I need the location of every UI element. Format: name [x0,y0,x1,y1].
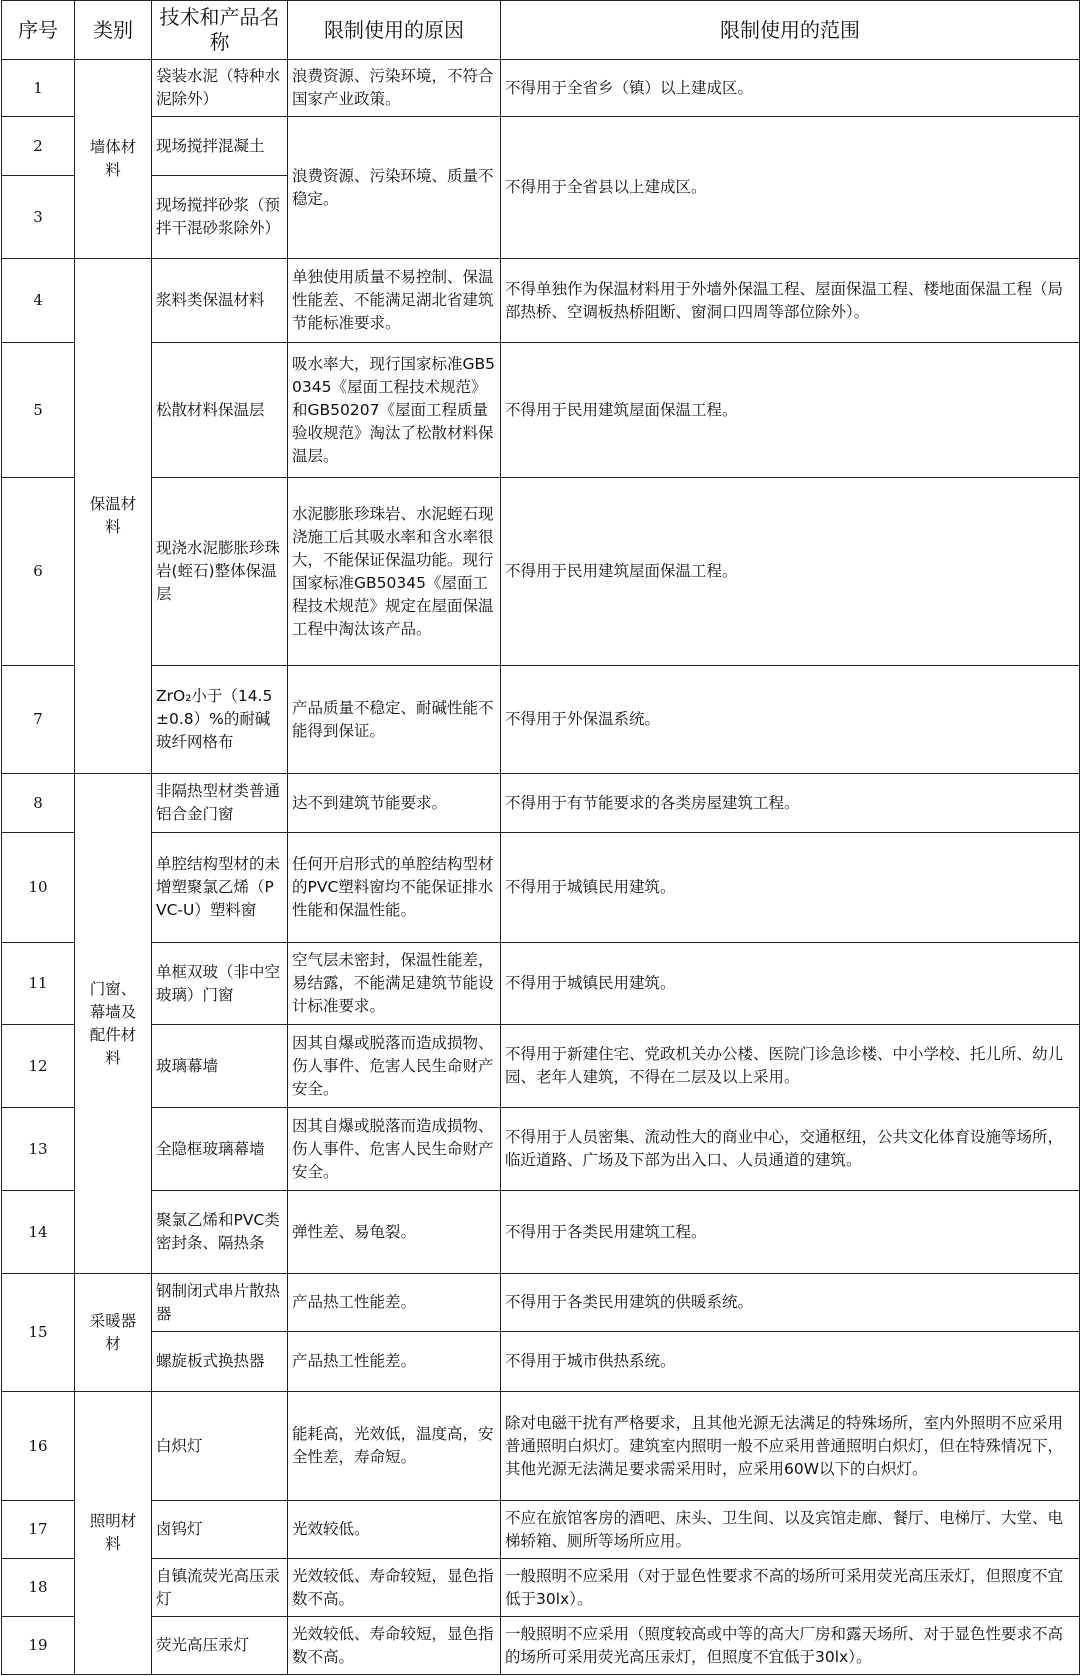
table-body [2,60,1080,1675]
header-scope: 限制使用的范围 [501,1,1080,60]
cell-reason: 能耗高，光效低，温度高，安全性差，寿命短。 [288,1392,501,1501]
cell-product: 松散材料保温层 [152,343,288,478]
cell-scope: 不得用于城市供热系统。 [501,1332,1080,1392]
cell-no: 15 [2,1274,75,1392]
header-row [2,1,1080,60]
cell-reason: 产品质量不稳定、耐碱性能不能得到保证。 [288,666,501,774]
cell-scope: 不得用于各类民用建筑工程。 [501,1191,1080,1274]
cell-no: 17 [2,1501,75,1559]
cell-scope: 不得用于人员密集、流动性大的商业中心，交通枢纽，公共文化体育设施等场所，临近道路、广场及下部为出入口、人员通道的建筑。 [501,1108,1080,1191]
cell-scope: 不得用于新建住宅、党政机关办公楼、医院门诊急诊楼、中小学校、托儿所、幼儿园、老年人建筑，不得在二层及以上采用。 [501,1025,1080,1108]
cell-no: 4 [2,259,75,343]
cell-no: 1 [2,60,75,117]
cell-no: 12 [2,1025,75,1108]
cell-product: 袋装水泥（特种水泥除外） [152,60,288,117]
table-row [2,1108,1080,1191]
table-row [2,478,1080,666]
cell-scope: 不得用于城镇民用建筑。 [501,833,1080,943]
cell-product: 自镇流荧光高压汞灯 [152,1559,288,1617]
cell-scope: 不应在旅馆客房的酒吧、床头、卫生间、以及宾馆走廊、餐厅、电梯厅、大堂、电梯轿箱、厕所等场所应用。 [501,1501,1080,1559]
cell-product: 单腔结构型材的未增塑聚氯乙烯（PVC-U）塑料窗 [152,833,288,943]
cell-reason: 吸水率大，现行国家标准GB50345《屋面工程技术规范》和GB50207《屋面工程质量验收规范》淘汰了松散材料保温层。 [288,343,501,478]
table-row [2,666,1080,774]
cell-no: 14 [2,1191,75,1274]
cell-scope: 不得用于各类民用建筑的供暖系统。 [501,1274,1080,1332]
table-row [2,1392,1080,1501]
cell-product: 非隔热型材类普通铝合金门窗 [152,774,288,833]
cell-reason: 产品热工性能差。 [288,1332,501,1392]
table-row [2,1191,1080,1274]
cell-no: 10 [2,833,75,943]
cell-no: 6 [2,478,75,666]
table-row [2,1332,1080,1392]
cell-cat: 墙体材料 [75,60,152,259]
cell-product: 卤钨灯 [152,1501,288,1559]
cell-scope: 一般照明不应采用（照度较高或中等的高大厂房和露天场所、对于显色性要求不高的场所可采用荧光高压汞灯，但照度不宜低于30lx）。 [501,1617,1080,1675]
cell-product: 现浇水泥膨胀珍珠岩(蛭石)整体保温层 [152,478,288,666]
table-row [2,943,1080,1025]
cell-product: 玻璃幕墙 [152,1025,288,1108]
table-row [2,343,1080,478]
cell-product: 钢制闭式串片散热器 [152,1274,288,1332]
cell-reason: 光效较低。 [288,1501,501,1559]
header-product: 技术和产品名称 [152,1,288,60]
cell-product: 白炽灯 [152,1392,288,1501]
cell-reason: 产品热工性能差。 [288,1274,501,1332]
cell-product: 荧光高压汞灯 [152,1617,288,1675]
table-row [2,833,1080,943]
cell-product: 全隐框玻璃幕墙 [152,1108,288,1191]
header-no: 序号 [2,1,75,60]
cell-reason: 浪费资源、污染环境，不符合国家产业政策。 [288,60,501,117]
cell-product: ZrO₂小于（14.5±0.8）%的耐碱玻纤网格布 [152,666,288,774]
cell-product: 浆料类保温材料 [152,259,288,343]
table-row [2,1025,1080,1108]
table-row [2,259,1080,343]
cell-product: 聚氯乙烯和PVC类密封条、隔热条 [152,1191,288,1274]
cell-no: 11 [2,943,75,1025]
cell-no: 2 [2,117,75,176]
cell-scope: 不得用于民用建筑屋面保温工程。 [501,478,1080,666]
cell-product: 现场搅拌砂浆（预拌干混砂浆除外） [152,176,288,259]
table-row [2,1617,1080,1675]
cell-scope: 不得用于全省县以上建成区。 [501,117,1080,259]
table-row [2,1274,1080,1332]
cell-reason: 达不到建筑节能要求。 [288,774,501,833]
cell-reason: 弹性差、易龟裂。 [288,1191,501,1274]
cell-cat: 采暖器材 [75,1274,152,1392]
cell-reason: 因其自爆或脱落而造成损物、伤人事件、危害人民生命财产安全。 [288,1025,501,1108]
cell-scope: 除对电磁干扰有严格要求，且其他光源无法满足的特殊场所，室内外照明不应采用普通照明白炽灯。建筑室内照明一般不应采用普通照明白炽灯，但在特殊情况下，其他光源无法满足要求需采用时，应采用60W以下的白炽灯。 [501,1392,1080,1501]
cell-product: 单框双玻（非中空玻璃）门窗 [152,943,288,1025]
cell-scope: 一般照明不应采用（对于显色性要求不高的场所可采用荧光高压汞灯，但照度不宜低于30lx）。 [501,1559,1080,1617]
cell-scope: 不得用于有节能要求的各类房屋建筑工程。 [501,774,1080,833]
cell-no: 5 [2,343,75,478]
restricted-products-table [1,0,1080,1675]
cell-no: 3 [2,176,75,259]
cell-reason: 光效较低、寿命较短，显色指数不高。 [288,1559,501,1617]
table-row [2,1559,1080,1617]
cell-scope: 不得用于全省乡（镇）以上建成区。 [501,60,1080,117]
cell-product: 螺旋板式换热器 [152,1332,288,1392]
cell-no: 19 [2,1617,75,1675]
cell-reason: 因其自爆或脱落而造成损物、伤人事件、危害人民生命财产安全。 [288,1108,501,1191]
header-category: 类别 [75,1,152,60]
table-row [2,774,1080,833]
cell-no: 8 [2,774,75,833]
cell-scope: 不得用于城镇民用建筑。 [501,943,1080,1025]
table-row [2,60,1080,117]
cell-scope: 不得用于外保温系统。 [501,666,1080,774]
cell-reason: 水泥膨胀珍珠岩、水泥蛭石现浇施工后其吸水率和含水率很大，不能保证保温功能。现行国家标准GB50345《屋面工程技术规范》规定在屋面保温工程中淘汰该产品。 [288,478,501,666]
cell-scope: 不得单独作为保温材料用于外墙外保温工程、屋面保温工程、楼地面保温工程（局部热桥、空调板热桥阻断、窗洞口四周等部位除外）。 [501,259,1080,343]
cell-no: 7 [2,666,75,774]
header-reason: 限制使用的原因 [288,1,501,60]
table-row [2,1501,1080,1559]
table-row [2,117,1080,176]
cell-reason: 浪费资源、污染环境、质量不稳定。 [288,117,501,259]
cell-reason: 任何开启形式的单腔结构型材的PVC塑料窗均不能保证排水性能和保温性能。 [288,833,501,943]
cell-product: 现场搅拌混凝土 [152,117,288,176]
cell-cat: 门窗、幕墙及配件材料 [75,774,152,1274]
cell-scope: 不得用于民用建筑屋面保温工程。 [501,343,1080,478]
cell-reason: 空气层未密封，保温性能差，易结露，不能满足建筑节能设计标准要求。 [288,943,501,1025]
cell-no: 16 [2,1392,75,1501]
cell-no: 18 [2,1559,75,1617]
cell-cat: 照明材料 [75,1392,152,1675]
cell-no: 13 [2,1108,75,1191]
cell-cat: 保温材料 [75,259,152,774]
cell-reason: 光效较低、寿命较短，显色指数不高。 [288,1617,501,1675]
cell-reason: 单独使用质量不易控制、保温性能差、不能满足湖北省建筑节能标准要求。 [288,259,501,343]
